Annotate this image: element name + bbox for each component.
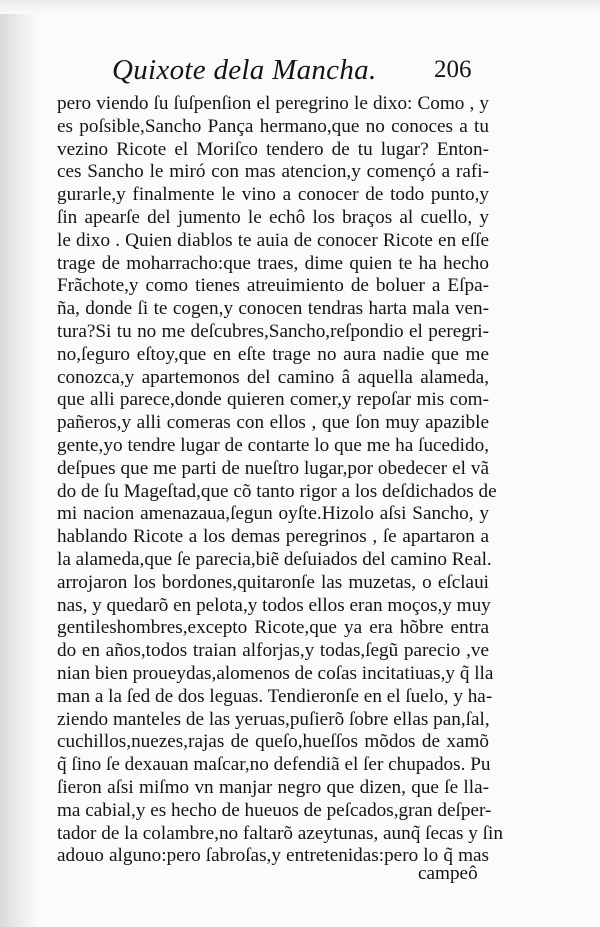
text-line: pañeros,y alli comeras con ellos , que ſon muy apazible <box>57 412 489 434</box>
running-title: Quixote dela Mancha. <box>112 54 377 86</box>
text-line: ces Sancho le miró con mas atencion,y començó a rafi- <box>57 161 489 183</box>
text-line: mi nacion amenazaua,ſegun oyſte.Hizolo aſsi Sancho, y <box>57 503 489 525</box>
text-line: pero viendo ſu ſuſpenſion el peregrino le dixo: Como , y <box>57 93 489 114</box>
text-line: man a la ſed de dos leguas. Tendieronſe en el ſuelo, y ha- <box>57 685 493 707</box>
text-line: gente,yo tendre lugar de contarte lo que me ha ſucedido, <box>57 434 489 456</box>
catchword: campeô <box>418 863 478 884</box>
text-line: ziendo manteles de las yeruas,puſierõ ſobre ellas pan,ſal, <box>57 708 490 730</box>
text-line: ſin apearſe del jumento le echô los braços al cuello, y <box>57 206 489 228</box>
text-line: Frãchote,y como tienes atreuimiento de boluer a Eſpa- <box>57 275 489 297</box>
text-line: ña, donde ſi te cogen,y conocen tendras harta mala ven- <box>57 298 489 320</box>
text-line: nian bien proueydas,alomenos de coſas incitatiuas,y q̃ lla <box>57 662 494 684</box>
page-number: 206 <box>434 56 472 83</box>
text-line: adouo alguno:pero ſabroſas,y entretenidas:pero lo q̃ mas <box>57 845 489 867</box>
text-line: tura?Si tu no me deſcubres,Sancho,reſpondio el peregri- <box>57 320 489 342</box>
text-line: ma cabial,y es hecho de hueuos de peſcados,gran deſper- <box>57 799 492 821</box>
text-line: arrojaron los bordones,quitaronſe las muzetas, o eſclaui <box>57 571 489 593</box>
text-line: deſpues que me parti de nueſtro lugar,por obedecer el vã <box>57 457 489 479</box>
page-top-edge <box>0 0 600 14</box>
text-line: gurarle,y finalmente le vino a conocer de todo punto,y <box>57 184 489 206</box>
text-line: hablando Ricote a los demas peregrinos , ſe apartaron a <box>57 526 489 548</box>
body-text <box>57 93 503 868</box>
text-line: trage de moharracho:que traes, dime quien te ha hecho <box>57 252 489 274</box>
text-line: do en años,todos traian alforjas,y todas,ſegũ parecio ,ve <box>57 640 489 662</box>
text-line: nas, y quedarõ en pelota,y todos ellos eran moços,y muy <box>57 594 491 616</box>
text-line: tador de la colambre,no faltarõ azeytunas, aunq̃ ſecas y ſin <box>57 822 503 844</box>
text-line: vezino Ricote el Moriſco tendero de tu lugar? Enton- <box>57 138 489 160</box>
text-line: es poſsible,Sancho Pança hermano,que no conoces a tu <box>57 115 489 137</box>
text-line: la alameda,que ſe parecia,biẽ deſuiados del camino Real. <box>57 548 492 570</box>
text-line: no,ſeguro eſtoy,que en eſte trage no aura nadie que me <box>57 343 489 365</box>
text-line: q̃ ſino ſe dexauan maſcar,no defendiã el ſer chupados. Pu <box>57 754 491 776</box>
page-header <box>0 52 600 92</box>
text-line: ſieron aſsi miſmo vn manjar negro que dizen, que ſe lla- <box>57 776 489 798</box>
text-line: conozca,y apartemonos del camino â aquella alameda, <box>57 366 489 388</box>
text-line: gentileshombres,excepto Ricote,que ya era hõbre entra <box>57 617 489 639</box>
text-line: le dixo . Quien diablos te auia de conocer Ricote en eſſe <box>57 229 489 251</box>
text-line: cuchillos,nuezes,rajas de queſo,hueſſos mõdos de xamõ <box>57 731 489 753</box>
page-gutter-shadow <box>0 0 40 927</box>
text-line: do de ſu Mageſtad,que cõ tanto rigor a los deſdichados de <box>57 480 497 502</box>
text-line: que alli parece,donde quieren comer,y repoſar mis com- <box>57 389 489 411</box>
